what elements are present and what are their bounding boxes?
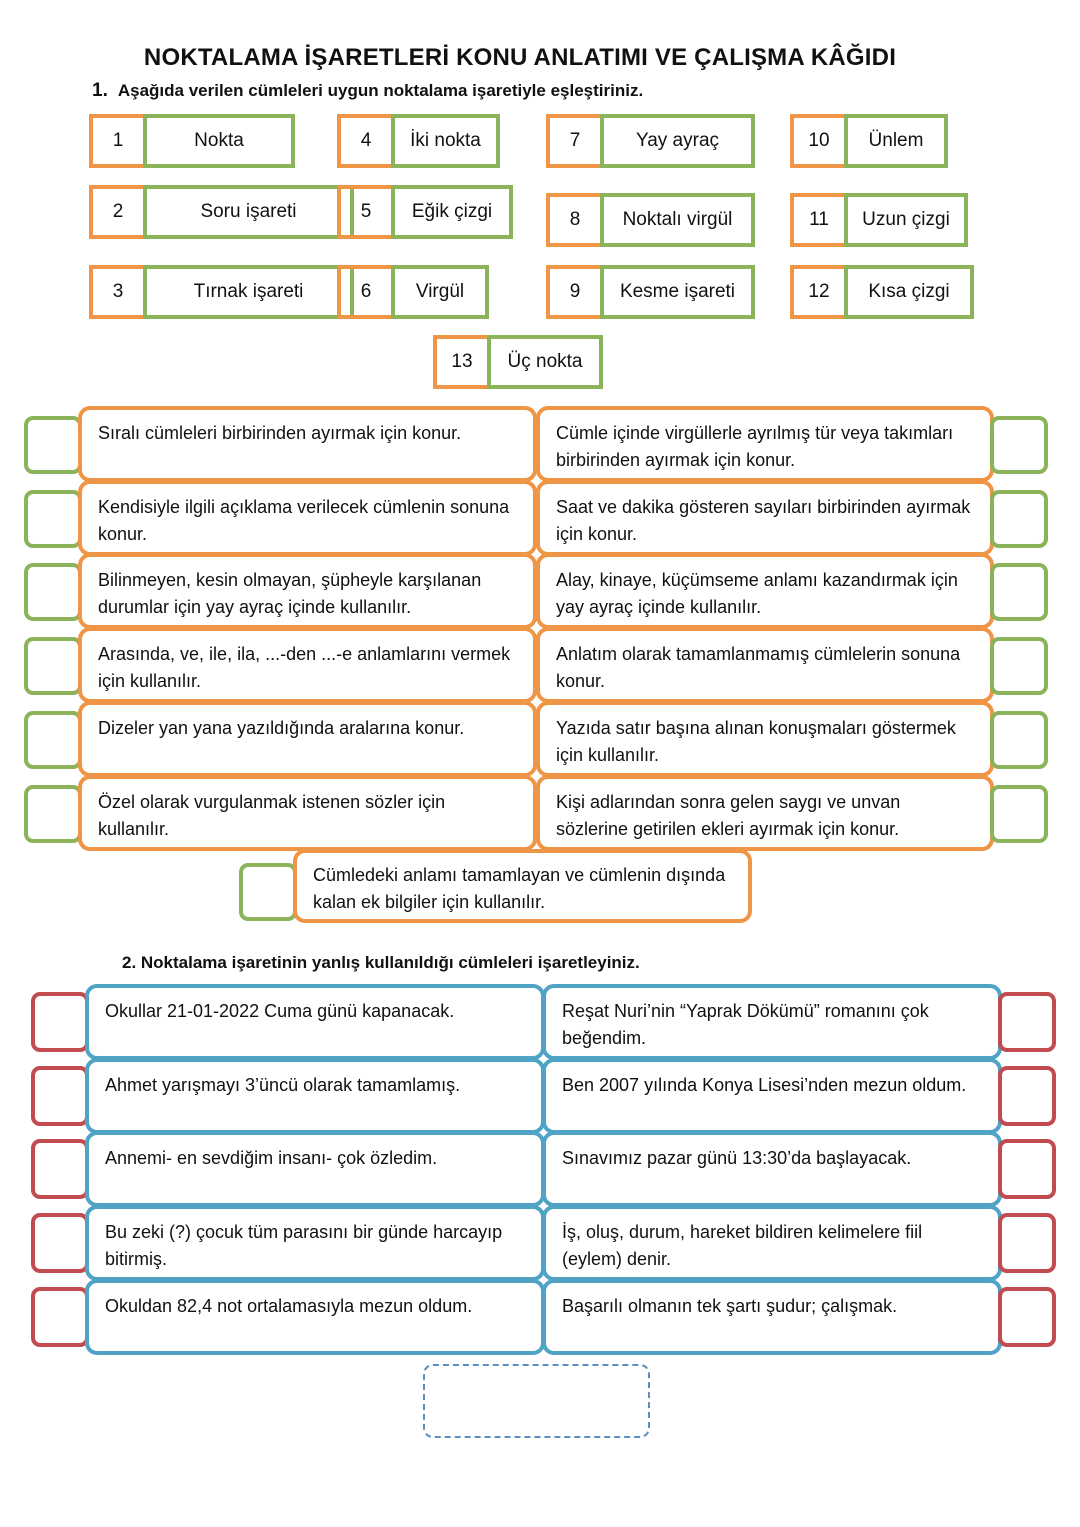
- legend-item: [89, 114, 295, 168]
- statement-text: Özel olarak vurgulanmak istenen sözler için kullanılır.: [98, 792, 446, 839]
- answer-box-right[interactable]: [990, 563, 1048, 621]
- sentence-box-right: [542, 1131, 1002, 1207]
- legend-number: 6: [337, 265, 395, 319]
- legend-item: [433, 335, 603, 389]
- legend-name: Üç nokta: [487, 335, 603, 389]
- statement-box-right: [536, 553, 994, 629]
- legend-number: 3: [89, 265, 147, 319]
- checkbox-right[interactable]: [998, 992, 1056, 1052]
- legend-number: 4: [337, 114, 395, 168]
- checkbox-right[interactable]: [998, 1213, 1056, 1273]
- checkbox-left[interactable]: [31, 1287, 89, 1347]
- legend-number: 12: [790, 265, 848, 319]
- legend-name: Virgül: [391, 265, 489, 319]
- statement-box-left: [78, 406, 537, 482]
- legend-item: [546, 114, 755, 168]
- answer-box-left[interactable]: [24, 490, 82, 548]
- sentence-text: Annemi- en sevdiğim insanı- çok özledim.: [105, 1148, 438, 1168]
- statement-text: Anlatım olarak tamamlanmamış cümlelerin sonuna konur.: [556, 644, 961, 691]
- legend-number: 5: [337, 185, 395, 239]
- sentence-box-left: [85, 1131, 545, 1207]
- legend-name: Kısa çizgi: [844, 265, 974, 319]
- legend-number: 13: [433, 335, 491, 389]
- statement-box-left: [78, 775, 537, 851]
- sentence-box-left: [85, 1058, 545, 1134]
- answer-box-left[interactable]: [24, 416, 82, 474]
- legend-number: 8: [546, 193, 604, 247]
- legend-number: 11: [790, 193, 848, 247]
- checkbox-left[interactable]: [31, 1213, 89, 1273]
- checkbox-left[interactable]: [31, 1066, 89, 1126]
- legend-name: Uzun çizgi: [844, 193, 968, 247]
- answer-box-right[interactable]: [990, 637, 1048, 695]
- legend-item: [89, 185, 354, 239]
- legend-item: [790, 193, 968, 247]
- legend-name: Tırnak işareti: [143, 265, 354, 319]
- statement-text: Bilinmeyen, kesin olmayan, şüpheyle karşılanan durumlar için yay ayraç içinde kullanılır.: [98, 570, 482, 617]
- statement-text: Cümledeki anlamı tamamlayan ve cümlenin dışında kalan ek bilgiler için kullanılır.: [313, 865, 726, 912]
- statement-text: Cümle içinde virgüllerle ayrılmış tür veya takımları birbirinden ayırmak için konur.: [556, 423, 954, 470]
- legend-name: Kesme işareti: [600, 265, 755, 319]
- answer-box-right[interactable]: [990, 785, 1048, 843]
- answer-box-right[interactable]: [990, 711, 1048, 769]
- legend-number: 9: [546, 265, 604, 319]
- legend-item: [546, 265, 755, 319]
- answer-box-left[interactable]: [24, 637, 82, 695]
- answer-box-left[interactable]: [24, 563, 82, 621]
- answer-area-dashed[interactable]: [423, 1364, 650, 1438]
- sentence-box-left: [85, 984, 545, 1060]
- statement-text: Dizeler yan yana yazıldığında aralarına konur.: [98, 718, 465, 738]
- legend-item: [337, 185, 513, 239]
- sentence-box-right: [542, 984, 1002, 1060]
- checkbox-left[interactable]: [31, 992, 89, 1052]
- sentence-text: Reşat Nuri’nin “Yaprak Dökümü” romanını çok beğendim.: [562, 1001, 929, 1048]
- checkbox-right[interactable]: [998, 1066, 1056, 1126]
- question-1-text: Aşağıda verilen cümleleri uygun noktalama işaretiyle eşleştiriniz.: [117, 81, 644, 100]
- sentence-text: Ahmet yarışmayı 3’üncü olarak tamamlamış.: [105, 1075, 461, 1095]
- statement-box-left: [78, 701, 537, 777]
- statement-box-left: [78, 480, 537, 556]
- statement-text: Kişi adlarından sonra gelen saygı ve unvan sözlerine getirilen ekleri ayırmak için konur.: [556, 792, 901, 839]
- legend-name: Soru işareti: [143, 185, 354, 239]
- statement-text: Arasında, ve, ile, ila, ...-den ...-e anlamlarını vermek için kullanılır.: [98, 644, 511, 691]
- statement-text: Alay, kinaye, küçümseme anlamı kazandırmak için yay ayraç içinde kullanılır.: [556, 570, 958, 617]
- sentence-box-left: [85, 1279, 545, 1355]
- statement-box-left: [78, 553, 537, 629]
- answer-box-left[interactable]: [24, 711, 82, 769]
- statement-text: Sıralı cümleleri birbirinden ayırmak için konur.: [98, 423, 462, 443]
- legend-item: [790, 265, 974, 319]
- legend-number: 1: [89, 114, 147, 168]
- question-1-instruction: [92, 80, 643, 102]
- answer-box-right[interactable]: [990, 416, 1048, 474]
- legend-item: [790, 114, 948, 168]
- legend-name: Ünlem: [844, 114, 948, 168]
- statement-box-right: [536, 775, 994, 851]
- legend-number: 2: [89, 185, 147, 239]
- sentence-text: Başarılı olmanın tek şartı şudur; çalışmak.: [562, 1296, 898, 1316]
- sentence-text: Okullar 21-01-2022 Cuma günü kapanacak.: [105, 1001, 455, 1021]
- question-1-number: 1.: [92, 80, 108, 101]
- sentence-text: Sınavımız pazar günü 13:30’da başlayacak.: [562, 1148, 912, 1168]
- statement-box-right: [536, 406, 994, 482]
- checkbox-right[interactable]: [998, 1287, 1056, 1347]
- checkbox-left[interactable]: [31, 1139, 89, 1199]
- statement-box-left: [78, 627, 537, 703]
- legend-item: [337, 114, 500, 168]
- sentence-box-left: [85, 1205, 545, 1281]
- statement-text: Yazıda satır başına alınan konuşmaları göstermek için kullanılır.: [556, 718, 956, 765]
- legend-item: [546, 193, 755, 247]
- legend-name: Yay ayraç: [600, 114, 755, 168]
- legend-name: İki nokta: [391, 114, 500, 168]
- sentence-box-right: [542, 1058, 1002, 1134]
- legend-name: Nokta: [143, 114, 295, 168]
- sentence-text: Ben 2007 yılında Konya Lisesi’nden mezun oldum.: [562, 1075, 967, 1095]
- legend-name: Eğik çizgi: [391, 185, 513, 239]
- sentence-text: Okuldan 82,4 not ortalamasıyla mezun oldum.: [105, 1296, 473, 1316]
- legend-item: [337, 265, 489, 319]
- answer-box-right[interactable]: [990, 490, 1048, 548]
- answer-box[interactable]: [239, 863, 297, 921]
- page-title: NOKTALAMA İŞARETLERİ KONU ANLATIMI VE ÇALIŞMA KÂĞIDI: [143, 44, 897, 71]
- legend-item: [89, 265, 354, 319]
- statement-text: Saat ve dakika gösteren sayıları birbirinden ayırmak için konur.: [556, 497, 971, 544]
- question-2-instruction: 2. Noktalama işaretinin yanlış kullanıldığı cümleleri işaretleyiniz.: [122, 953, 640, 972]
- sentence-box-right: [542, 1279, 1002, 1355]
- sentence-text: Bu zeki (?) çocuk tüm parasını bir günde harcayıp bitirmiş.: [105, 1222, 503, 1269]
- answer-box-left[interactable]: [24, 785, 82, 843]
- statement-box: [293, 849, 752, 923]
- statement-box-right: [536, 701, 994, 777]
- legend-name: Noktalı virgül: [600, 193, 755, 247]
- statement-box-right: [536, 627, 994, 703]
- checkbox-right[interactable]: [998, 1139, 1056, 1199]
- statement-text: Kendisiyle ilgili açıklama verilecek cümlenin sonuna konur.: [98, 497, 510, 544]
- legend-number: 10: [790, 114, 848, 168]
- sentence-box-right: [542, 1205, 1002, 1281]
- statement-box-right: [536, 480, 994, 556]
- sentence-text: İş, oluş, durum, hareket bildiren kelimelere fiil (eylem) denir.: [562, 1222, 923, 1269]
- legend-number: 7: [546, 114, 604, 168]
